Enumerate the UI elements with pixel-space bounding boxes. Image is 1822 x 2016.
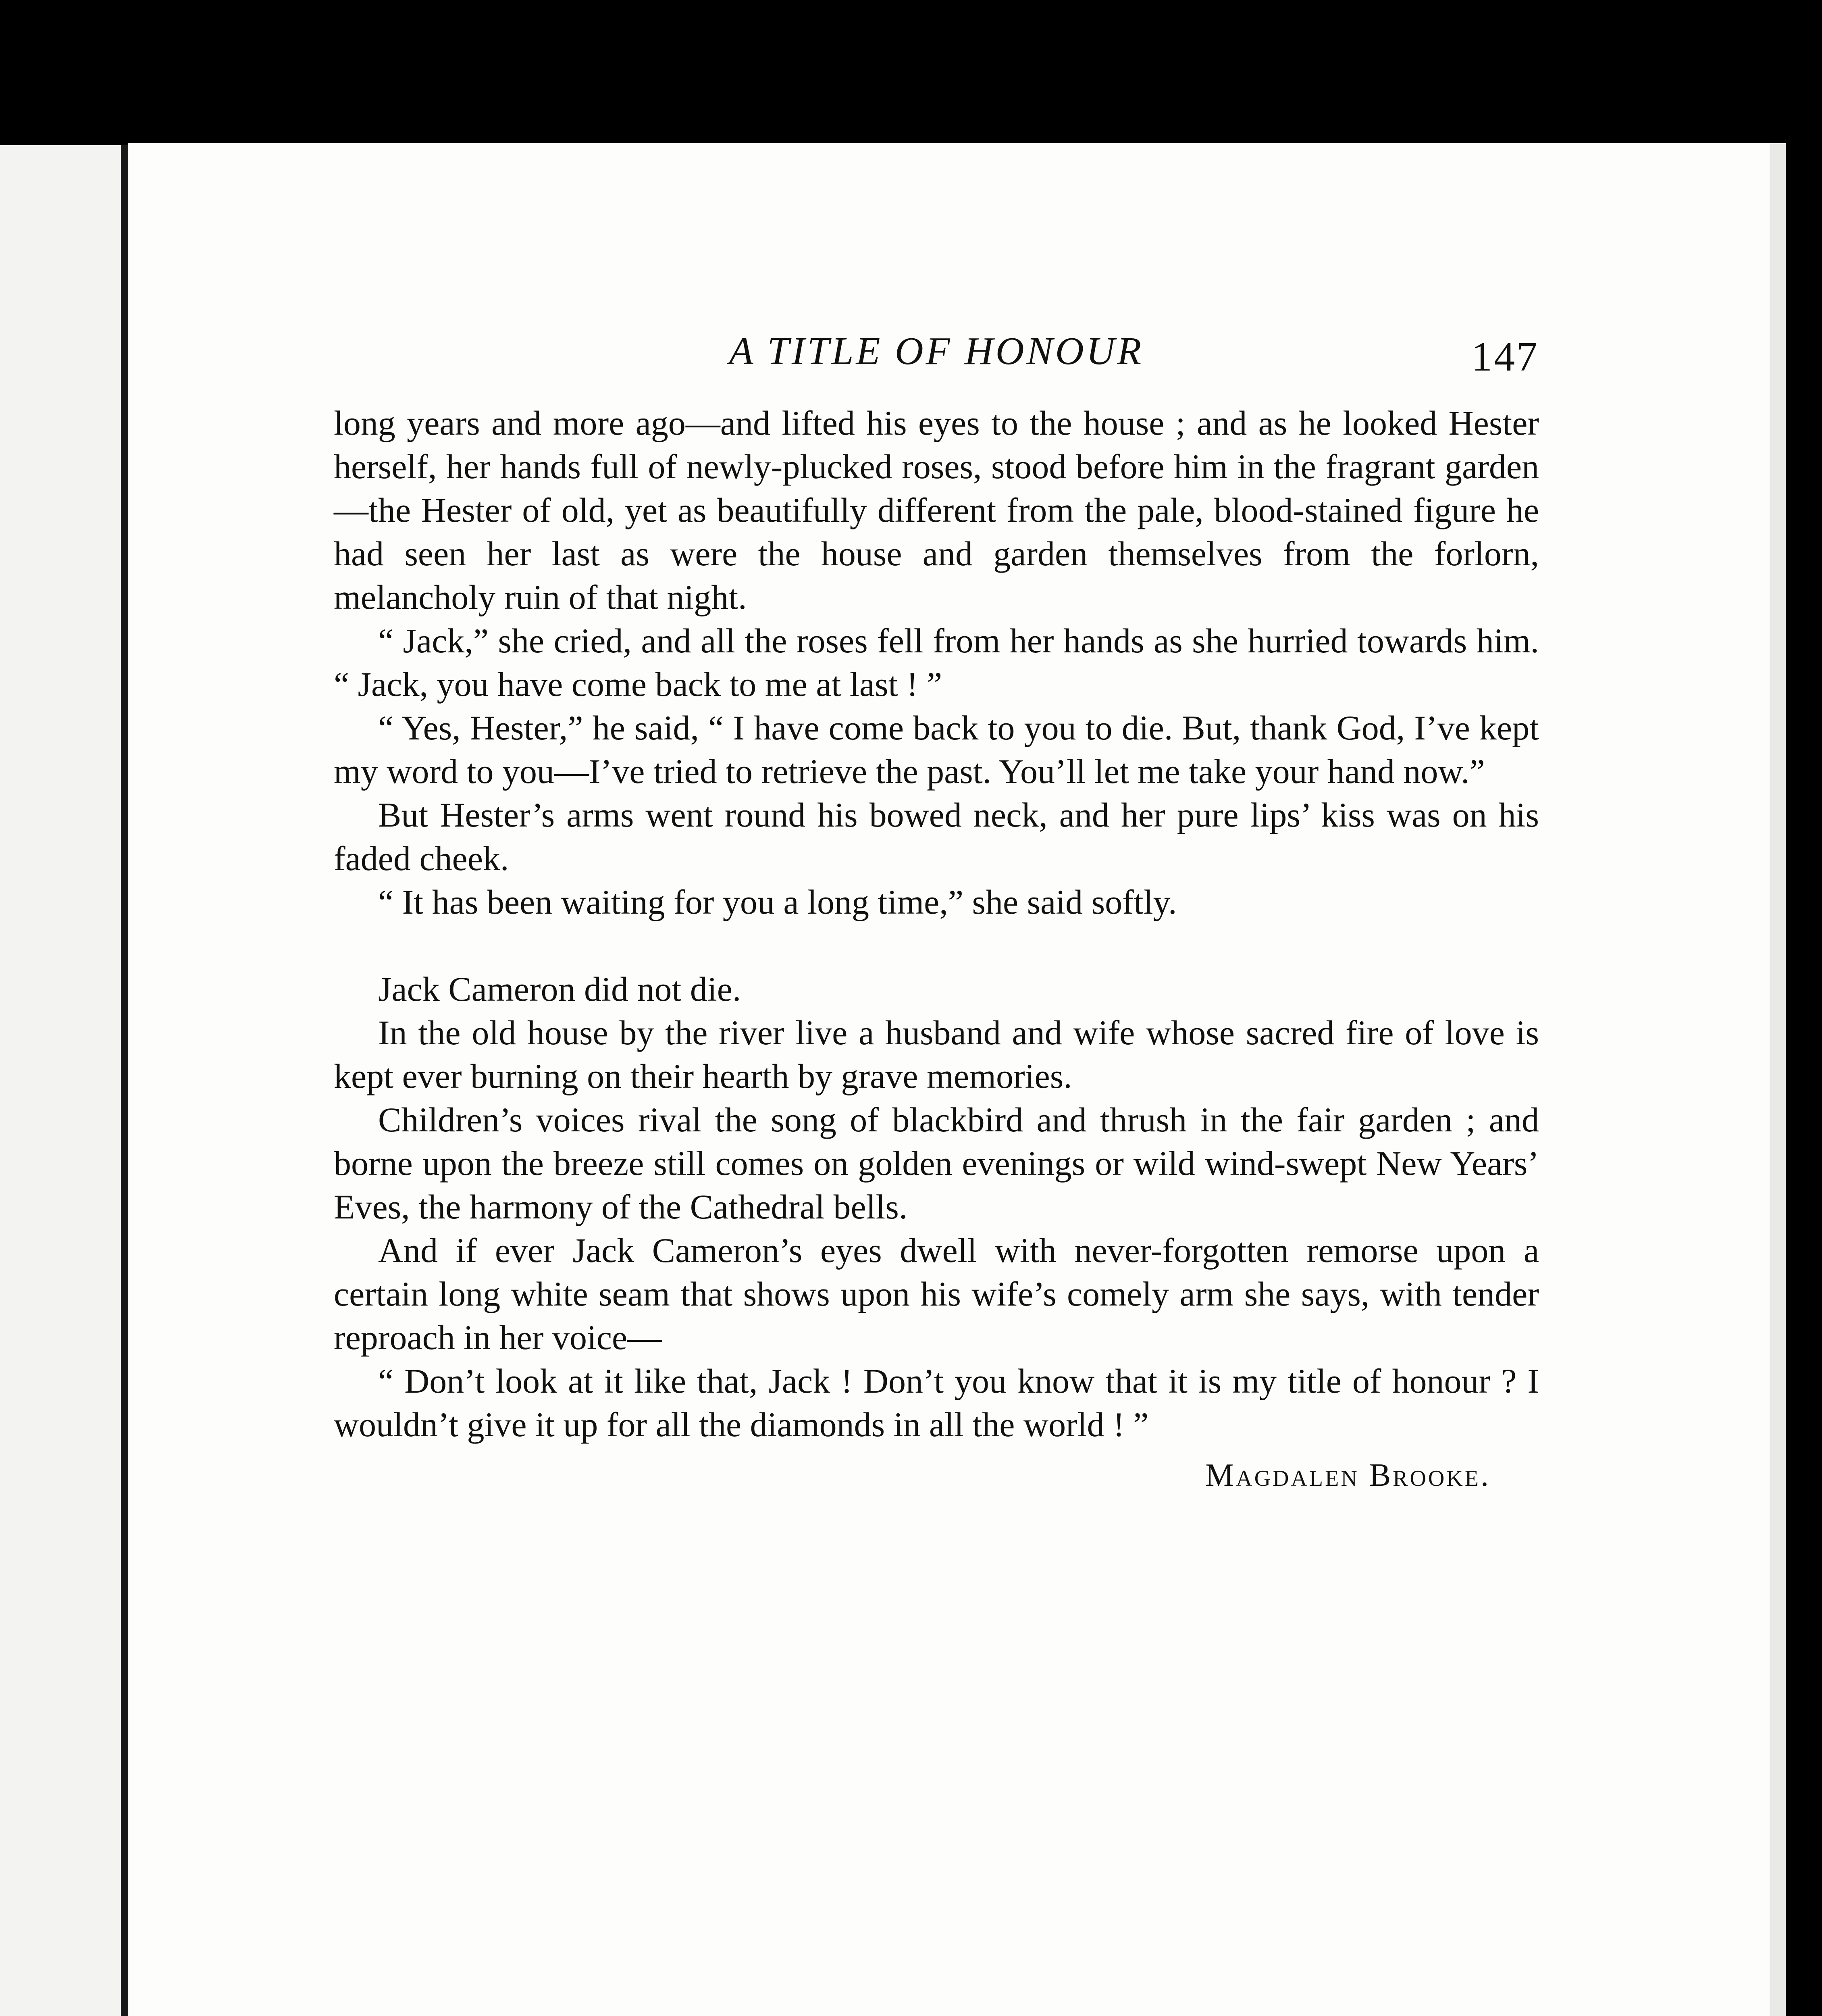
- paragraph: Children’s voices rival the song of blackbird and thrush in the fair garden ; and borne upon the breeze still comes on golden evenings or wild wind-swept New Years’ Eves, the harmony of the Cathedral bells.: [334, 1100, 1539, 1226]
- paragraph: long years and more ago—and lifted his eyes to the house ; and as he looked Hester herself, her hands full of newly-plucked roses, stood before him in the fragrant garden—the Hester of old, yet as beautifully different from the pale, blood-stained figure he had seen her last as were the house and garden themselves from the forlorn, melancholy ruin of that night.: [334, 404, 1539, 616]
- body-text: [334, 401, 1539, 1497]
- previous-page-edge: [0, 145, 128, 2016]
- book-page: [128, 143, 1786, 2016]
- author-signature: Magdalen Brooke.: [1205, 1458, 1491, 1493]
- paragraph: In the old house by the river live a husband and wife whose sacred fire of love is kept ever burning on their hearth by grave memories.: [334, 1013, 1539, 1095]
- running-title: A TITLE OF HONOUR: [729, 329, 1144, 373]
- section-break: [334, 924, 1539, 967]
- running-head: [334, 329, 1539, 385]
- paragraph: “ Don’t look at it like that, Jack ! Don’t you know that it is my title of honour ? I wouldn’t give it up for all the diamonds in all the world ! ”: [334, 1362, 1539, 1444]
- paragraph: “ Jack,” she cried, and all the roses fell from her hands as she hurried towards him. “ Jack, you have come back to me at last ! ”: [334, 621, 1539, 704]
- page-edge-shadow: [1770, 143, 1786, 2016]
- page-number: 147: [1471, 333, 1539, 380]
- paragraph: And if ever Jack Cameron’s eyes dwell with never-forgotten remorse upon a certain long white seam that shows upon his wife’s comely arm she says, with tender reproach in her voice—: [334, 1231, 1539, 1357]
- paragraph: Jack Cameron did not die.: [378, 970, 741, 1008]
- paragraph: “ It has been waiting for you a long time,” she said softly.: [378, 883, 1177, 921]
- paragraph: “ Yes, Hester,” he said, “ I have come back to you to die. But, thank God, I’ve kept my word to you—I’ve tried to retrieve the past. You’ll let me take your hand now.”: [334, 708, 1539, 791]
- paragraph: But Hester’s arms went round his bowed neck, and her pure lips’ kiss was on his faded cheek.: [334, 796, 1539, 878]
